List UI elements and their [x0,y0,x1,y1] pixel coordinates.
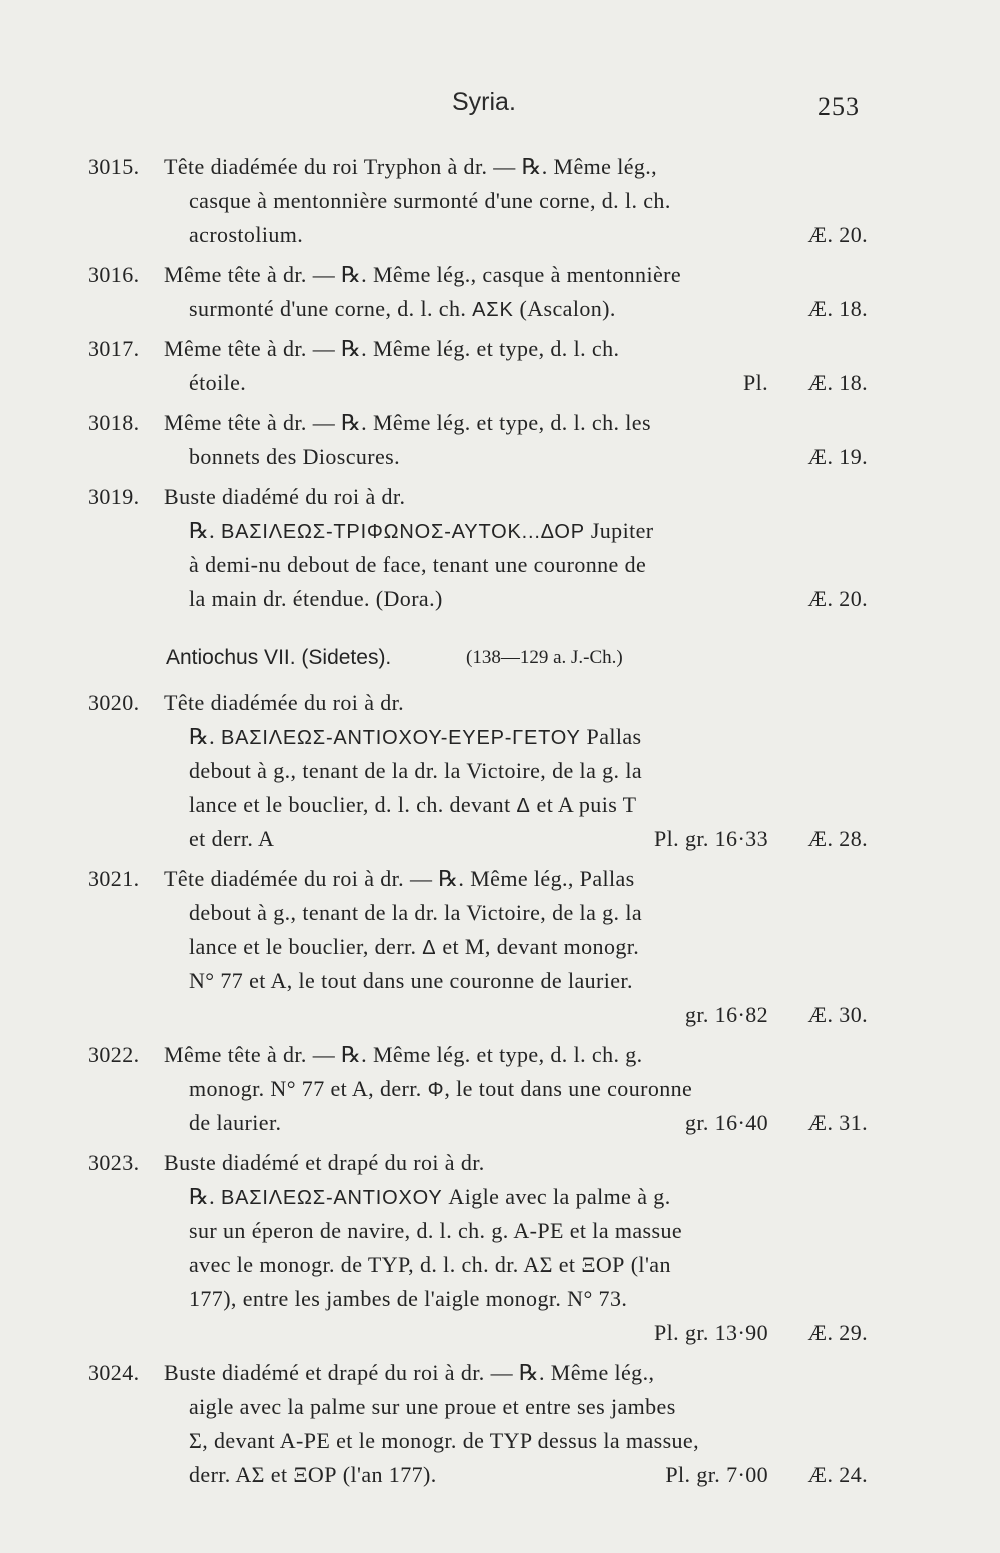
entry-number: 3020. [88,690,140,715]
entry-number: 3015. [88,154,140,179]
entries-group-tryphon [0,150,1000,616]
entry-line [0,822,1000,856]
entry-text: surmonté d'une corne, d. l. ch. ΑΣΚ (Ascalon). [189,296,616,321]
greek-legend: ΒΑΣΙΛΕΩΣ-ΑΝΤΙΟΧΟΥ [220,1187,443,1209]
entry-line [0,1214,1000,1248]
entry-text: casque à mentonnière surmonté d'une corne, d. l. ch. [189,188,671,213]
entry-line [0,1248,1000,1282]
entry-text: sur un éperon de navire, d. l. ch. g. A-PE et la massue [189,1218,683,1243]
entry-line [0,964,1000,998]
entry-text: Buste diadémé et drapé du roi à dr. — ℞. Même lég., [164,1360,655,1385]
entry-line [0,1072,1000,1106]
entry-text: bonnets des Dioscures. [189,444,401,469]
entry-line [0,292,1000,326]
metal-size: Æ. 28. [807,826,868,851]
entry-number: 3023. [88,1150,140,1175]
entry-line [0,440,1000,474]
entry-text: étoile. [189,370,247,395]
greek-legend: Δ [422,937,437,959]
entry-text: Tête diadémée du roi Tryphon à dr. — ℞. Même lég., [164,154,658,179]
entry-line [0,1146,1000,1180]
entry-line [0,1458,1000,1492]
entry-text: Même tête à dr. — ℞. Même lég. et type, d. l. ch. g. [164,1042,643,1067]
metal-size: Æ. 18. [807,370,868,395]
weight-plate-ref: Pl. gr. 16·33 [654,826,768,851]
catalogue-entry [0,1146,1000,1350]
metal-size: Æ. 20. [807,586,868,611]
greek-legend: ΒΑΣΙΛΕΩΣ-ΑΝΤΙΟΧΟΥ-ΕΥΕΡ-ΓΕΤΟΥ [220,727,581,749]
catalogue-entry [0,1038,1000,1140]
catalogue-entry [0,480,1000,616]
entry-text: aigle avec la palme sur une proue et entre ses jambes [189,1394,676,1419]
entry-text: Buste diadémé du roi à dr. [164,484,406,509]
entry-line [0,332,1000,366]
entry-text: avec le monogr. de TYP, d. l. ch. dr. AΣ et ΞΟΡ (l'an [189,1252,671,1277]
catalogue-entry [0,1356,1000,1492]
entry-text: acrostolium. [189,222,304,247]
entry-line [0,150,1000,184]
entry-line [0,258,1000,292]
entry-number: 3021. [88,866,140,891]
entry-text: lance et le bouclier, derr. Δ et M, devant monogr. [189,934,640,959]
entry-text: Buste diadémé et drapé du roi à dr. [164,1150,485,1175]
weight-plate-ref: gr. 16·40 [684,1110,768,1135]
entry-text: debout à g., tenant de la dr. la Victoire, de la g. la [189,900,643,925]
entry-text: ℞. ΒΑΣΙΛΕΩΣ-ΑΝΤΙΟΧΟΥ-ΕΥΕΡ-ΓΕΤΟΥ Pallas [189,724,642,749]
weight-plate-ref: Pl. gr. 7·00 [665,1462,768,1487]
catalogue-entry [0,686,1000,856]
entry-line [0,896,1000,930]
entry-text: de laurier. [189,1110,282,1135]
entry-line [0,406,1000,440]
section-title: Antiochus VII. (Sidetes). [166,646,392,669]
entry-line [0,184,1000,218]
entry-text: N° 77 et A, le tout dans une couronne de laurier. [189,968,633,993]
entry-text: Tête diadémée du roi à dr. — ℞. Même lég., Pallas [164,866,635,891]
entry-text: et derr. A [189,826,275,851]
entry-text: la main dr. étendue. (Dora.) [189,586,443,611]
entry-text: lance et le bouclier, d. l. ch. devant Δ et A puis T [189,792,637,817]
entry-text: ℞. ΒΑΣΙΛΕΩΣ-ΑΝΤΙΟΧΟΥ Aigle avec la palme à g. [189,1184,671,1209]
entry-line [0,480,1000,514]
metal-size: Æ. 20. [807,222,868,247]
entry-text: Même tête à dr. — ℞. Même lég. et type, d. l. ch. les [164,410,651,435]
entry-line [0,862,1000,896]
entry-line [0,754,1000,788]
section-heading [0,638,1000,678]
entry-number: 3016. [88,262,140,287]
page-number: 253 [818,92,860,121]
entries-group-antiochus [0,686,1000,1492]
metal-size: Æ. 18. [807,296,868,321]
greek-legend: ΒΑΣΙΛΕΩΣ-ΤΡΙΦΩΝΟΣ-ΑΥΤΟΚ...ΔΟΡ [220,521,585,543]
entry-line [0,1390,1000,1424]
greek-legend: Φ [427,1079,445,1101]
entry-text: derr. AΣ et ΞΟΡ (l'an 177). [189,1462,437,1487]
entry-line [0,1282,1000,1316]
metal-size: Æ. 24. [807,1462,868,1487]
entry-line [0,1316,1000,1350]
catalogue-entry [0,150,1000,252]
entry-number: 3018. [88,410,140,435]
running-head-title: Syria. [452,88,516,116]
entry-line [0,1356,1000,1390]
entry-text: ℞. ΒΑΣΙΛΕΩΣ-ΤΡΙΦΩΝΟΣ-ΑΥΤΟΚ...ΔΟΡ Jupiter [189,518,654,543]
weight-plate-ref: Pl. gr. 13·90 [654,1320,768,1345]
entry-line [0,366,1000,400]
weight-plate-ref: Pl. [742,370,768,395]
entry-line [0,998,1000,1032]
section-dates: (138—129 a. J.-Ch.) [466,647,623,668]
metal-size: Æ. 29. [807,1320,868,1345]
entry-line [0,1424,1000,1458]
entry-number: 3022. [88,1042,140,1067]
entry-text: 177), entre les jambes de l'aigle monogr. N° 73. [189,1286,628,1311]
entry-number: 3024. [88,1360,140,1385]
weight-plate-ref: gr. 16·82 [684,1002,768,1027]
metal-size: Æ. 30. [807,1002,868,1027]
entry-number: 3017. [88,336,140,361]
entry-number: 3019. [88,484,140,509]
catalogue-entry [0,332,1000,400]
entry-line [0,720,1000,754]
greek-legend: Δ [516,795,531,817]
entry-line [0,788,1000,822]
entry-line [0,1106,1000,1140]
entry-text: Tête diadémée du roi à dr. [164,690,405,715]
entry-line [0,930,1000,964]
entry-line [0,582,1000,616]
catalogue-entry [0,862,1000,1032]
entry-line [0,1038,1000,1072]
catalogue-entries [0,150,1000,1498]
entry-text: à demi-nu debout de face, tenant une couronne de [189,552,647,577]
entry-text: debout à g., tenant de la dr. la Victoire, de la g. la [189,758,643,783]
entry-text: Même tête à dr. — ℞. Même lég., casque à mentonnière [164,262,682,287]
entry-line [0,218,1000,252]
catalogue-entry [0,258,1000,326]
entry-text: Même tête à dr. — ℞. Même lég. et type, d. l. ch. [164,336,620,361]
greek-legend: ΑΣΚ [472,299,514,321]
entry-line [0,514,1000,548]
catalogue-entry [0,406,1000,474]
entry-line [0,686,1000,720]
entry-text: monogr. N° 77 et A, derr. Φ, le tout dans une couronne [189,1076,693,1101]
metal-size: Æ. 19. [807,444,868,469]
metal-size: Æ. 31. [807,1110,868,1135]
entry-text: Σ, devant A-PE et le monogr. de TYP dessus la massue, [189,1428,700,1453]
entry-line [0,548,1000,582]
entry-line [0,1180,1000,1214]
